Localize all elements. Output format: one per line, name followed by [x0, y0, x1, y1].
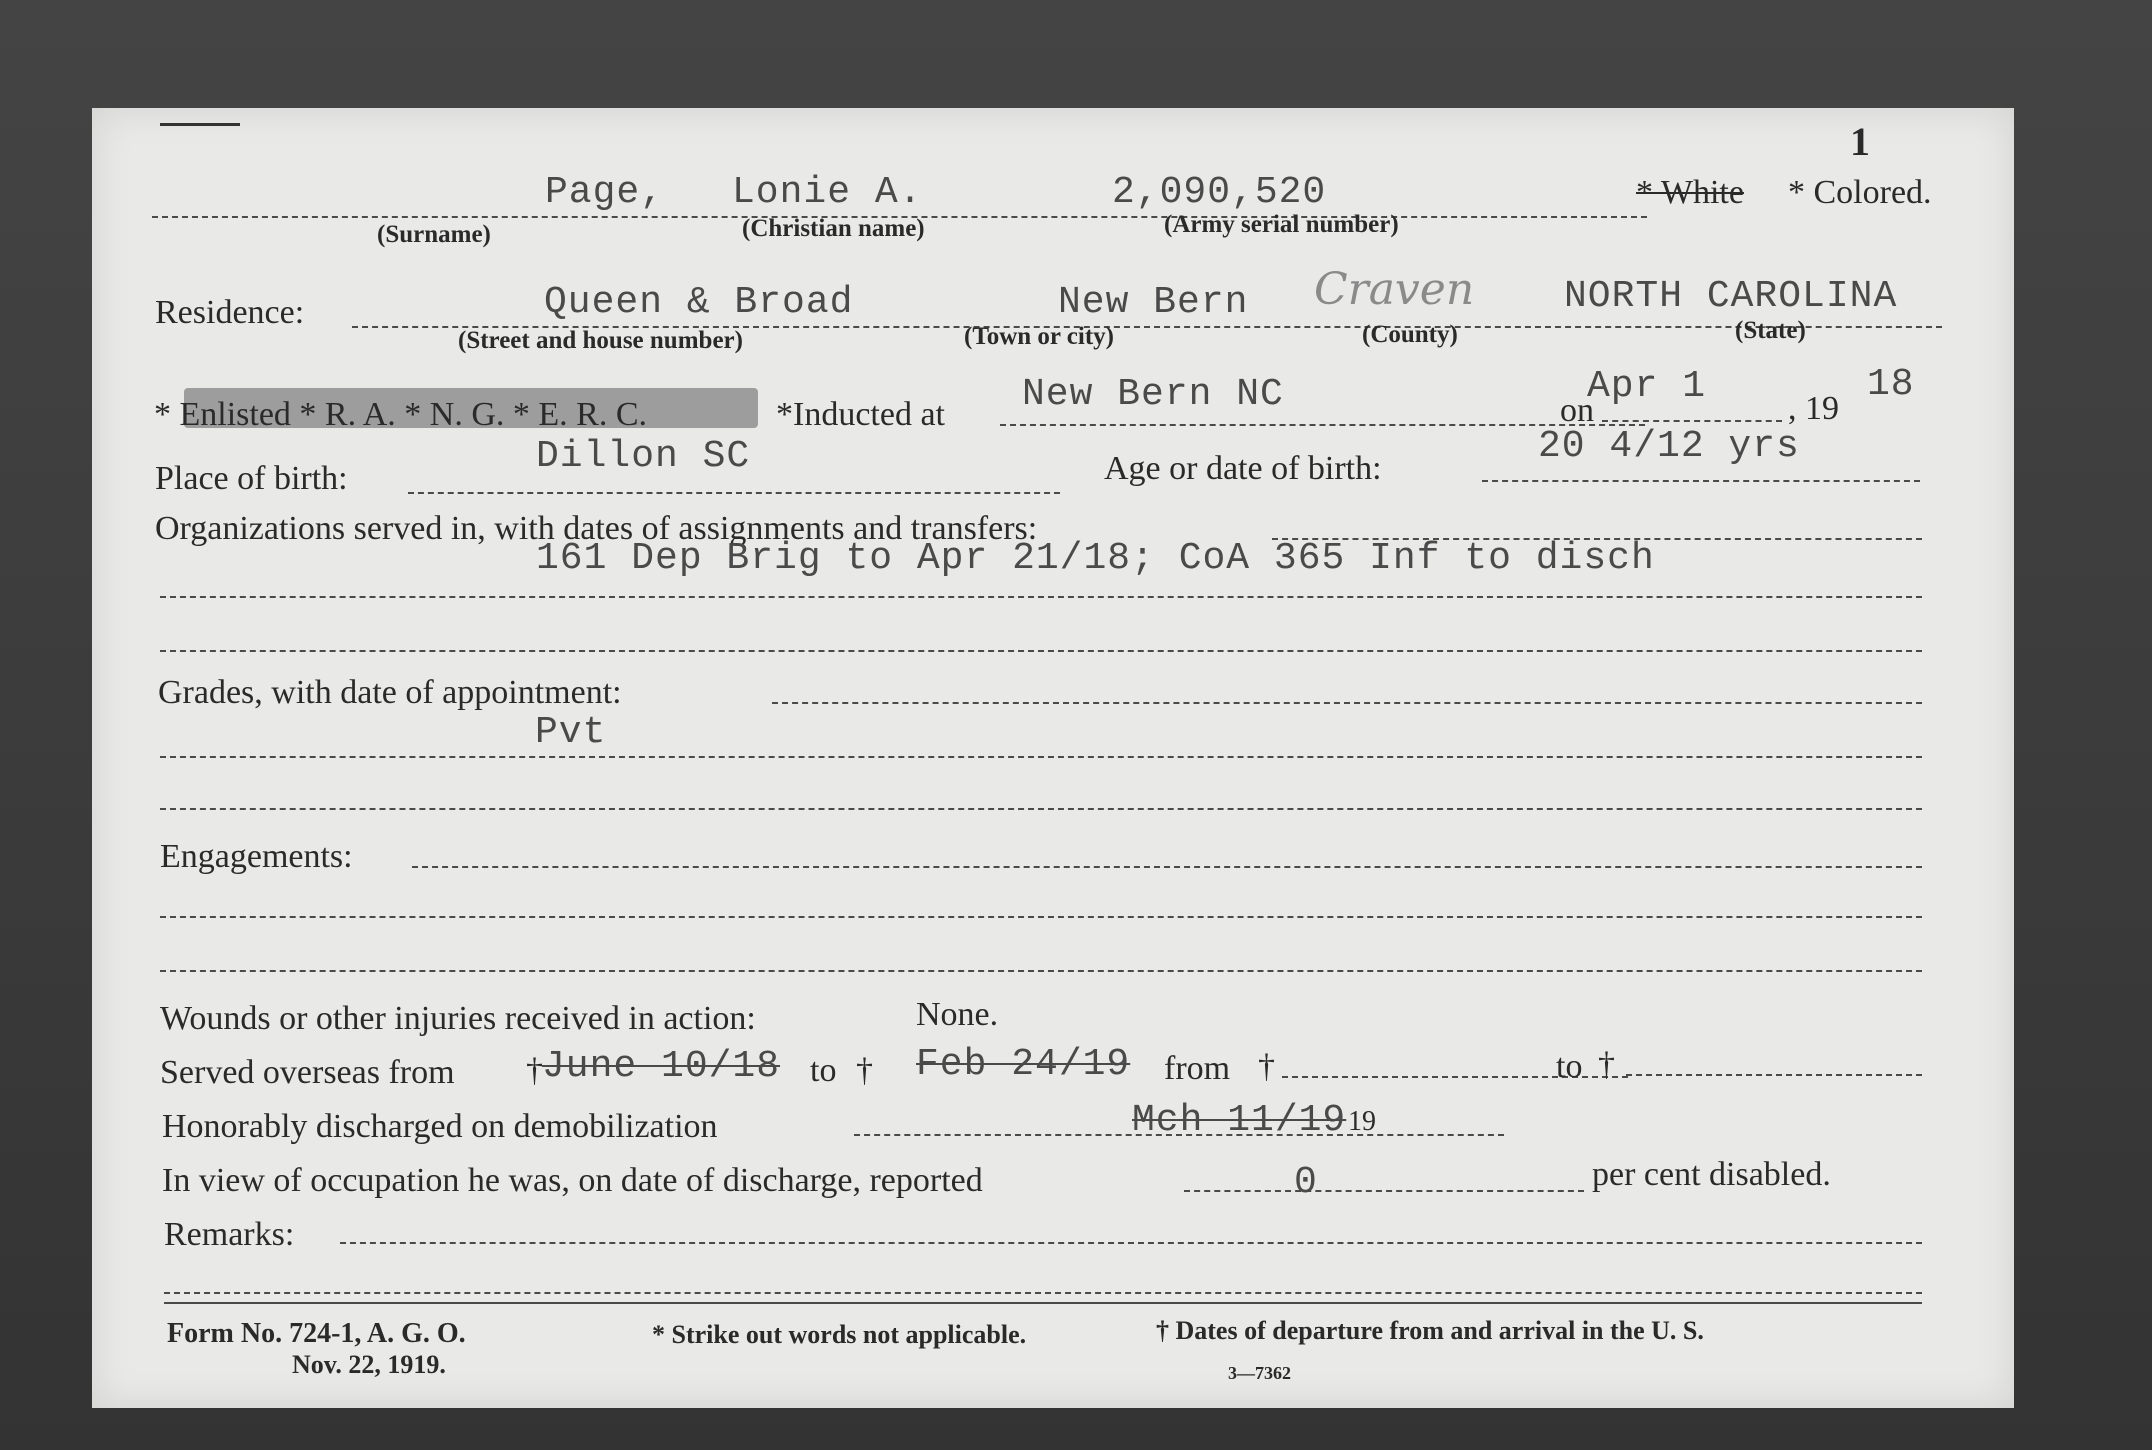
place-of-birth-label: Place of birth: [155, 460, 348, 497]
caption-christian-name: (Christian name) [742, 215, 925, 242]
discharge-year-suffix: 19 [1348, 1106, 1376, 1137]
overseas-label: Served overseas from [160, 1054, 455, 1091]
overseas-to-label: to [810, 1052, 837, 1089]
overseas-dagger-4: † [1598, 1046, 1615, 1083]
footnote-dates: † Dates of departure from and arrival in the U. S. [1156, 1316, 1704, 1345]
grades-line-2 [160, 756, 1922, 758]
card-number: 1 [1850, 119, 1870, 164]
inducted-year-prefix: , 19 [1788, 390, 1839, 427]
overseas-dagger-3: † [1258, 1048, 1275, 1085]
engagements-line-1 [412, 866, 1922, 868]
grades-line-3 [160, 808, 1922, 810]
inducted-date-line [1602, 420, 1782, 422]
form-date: Nov. 22, 1919. [292, 1350, 446, 1379]
caption-surname: (Surname) [377, 221, 491, 248]
caption-street: (Street and house number) [458, 327, 743, 354]
residence-label: Residence: [155, 294, 305, 331]
engagements-line-3 [160, 970, 1922, 972]
serial-number-value: 2,090,520 [1112, 171, 1327, 214]
caption-serial-number: (Army serial number) [1164, 211, 1399, 238]
inducted-on-label: on [1560, 392, 1594, 429]
disability-label: In view of occupation he was, on date of discharge, reported [162, 1162, 983, 1199]
surname-value: Page, [545, 171, 665, 214]
form-number: Form No. 724-1, A. G. O. [167, 1318, 466, 1349]
overseas-to-line-2 [1626, 1074, 1922, 1076]
footer-rule [164, 1302, 1922, 1304]
race-colored: * Colored. [1788, 174, 1932, 211]
overseas-to-value: Feb 24/19 [916, 1043, 1131, 1086]
overseas-dagger-2: † [856, 1052, 873, 1089]
organizations-line-3 [160, 650, 1922, 652]
inducted-date-value: Apr 1 [1587, 365, 1707, 408]
print-code: 3—7362 [1228, 1363, 1291, 1383]
remarks-line-2 [164, 1292, 1922, 1294]
inducted-at-label: *Inducted at [776, 396, 945, 433]
disability-line [1184, 1190, 1584, 1192]
wounds-value: None. [916, 996, 999, 1033]
age-line [1482, 480, 1920, 482]
discharge-date-value: Mch 11/19 [1132, 1099, 1347, 1142]
disability-value: 0 [1294, 1161, 1318, 1204]
engagements-line-2 [160, 916, 1922, 918]
enlisted-options-struck: * Enlisted * R. A. * N. G. * E. R. C. [154, 396, 648, 433]
organizations-value: 161 Dep Brig to Apr 21/18; CoA 365 Inf to disch [536, 537, 1655, 580]
age-value: 20 4/12 yrs [1538, 425, 1800, 468]
race-white-struck: * White [1636, 174, 1744, 211]
caption-state: (State) [1735, 317, 1806, 344]
top-rule [160, 123, 240, 126]
overseas-from-value: June 10/18 [542, 1045, 781, 1088]
residence-county-value: Craven [1314, 264, 1475, 315]
caption-county: (County) [1362, 321, 1458, 348]
caption-town: (Town or city) [964, 323, 1114, 350]
organizations-label: Organizations served in, with dates of assignments and transfers: [155, 510, 1038, 547]
place-of-birth-line [408, 492, 1060, 494]
overseas-from-label-2: from [1164, 1050, 1231, 1087]
organizations-line-2 [160, 596, 1922, 598]
residence-street-value: Queen & Broad [544, 281, 854, 324]
residence-state-value: NORTH CAROLINA [1564, 275, 1898, 318]
disability-suffix: per cent disabled. [1592, 1156, 1831, 1193]
wounds-label: Wounds or other injuries received in action: [160, 1000, 756, 1037]
age-label: Age or date of birth: [1104, 450, 1382, 487]
service-record-card [92, 108, 2014, 1408]
grades-label: Grades, with date of appointment: [158, 674, 622, 711]
overseas-to-label-2: to [1556, 1048, 1583, 1085]
discharge-label: Honorably discharged on demobilization [162, 1108, 718, 1145]
overseas-dagger-1: † [526, 1052, 543, 1089]
remarks-line-1 [340, 1242, 1922, 1244]
remarks-label: Remarks: [164, 1216, 295, 1253]
place-of-birth-value: Dillon SC [536, 435, 751, 478]
grades-value: Pvt [535, 711, 607, 754]
grades-line-1 [772, 702, 1922, 704]
engagements-label: Engagements: [160, 838, 353, 875]
residence-town-value: New Bern [1058, 281, 1249, 324]
christian-name-value: Lonie A. [732, 171, 923, 214]
inducted-year-value: 18 [1867, 363, 1915, 406]
inducted-place-value: New Bern NC [1022, 373, 1284, 416]
footnote-strike-out: * Strike out words not applicable. [652, 1320, 1027, 1349]
